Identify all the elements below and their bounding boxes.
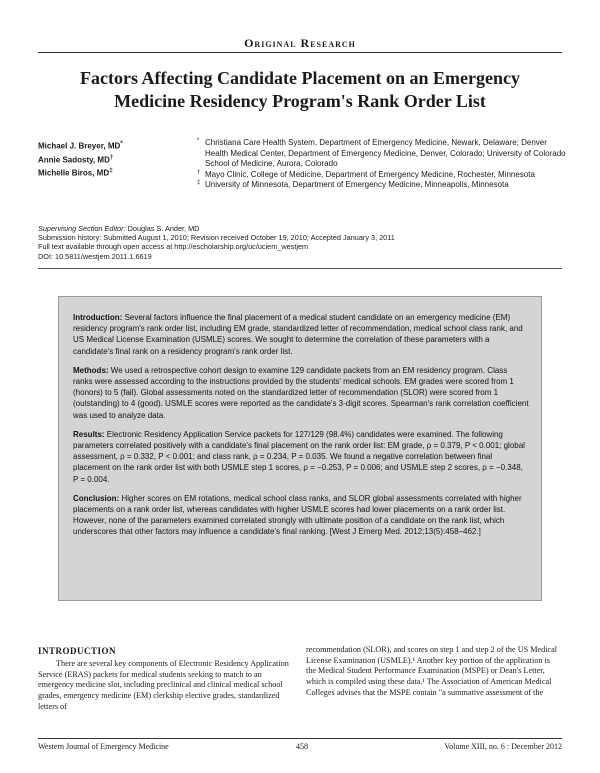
affiliation: † Mayo Clinic, College of Medicine, Department of Emergency Medicine, Rochester, Minnesota bbox=[197, 169, 535, 179]
body-column-left: There are several key components of Electronic Residency Application Service (ERAS) packets for medical students seeking to match to an emergency medicine slot, including preclinical and clinical medical school grades, emergency medicine (EM) clerkship elective grades, standardized letters of bbox=[38, 659, 289, 711]
author: Michael J. Breyer, MD* bbox=[38, 140, 123, 151]
author-list bbox=[38, 138, 193, 179]
article-meta bbox=[38, 224, 568, 261]
doi[interactable]: DOI: 10.5811/westjem.2011.1.6619 bbox=[38, 251, 152, 261]
full-text-link[interactable]: Full text available through open access at http://escholarship.org/uc/uciem_westjem bbox=[38, 242, 309, 252]
footer-issue: Volume XIII, no. 6 : December 2012 bbox=[444, 742, 562, 751]
author: Michelle Biros, MD‡ bbox=[38, 167, 113, 178]
footer-journal: Western Journal of Emergency Medicine bbox=[38, 742, 169, 751]
affiliation: ‡ University of Minnesota, Department of Emergency Medicine, Minneapolis, Minnesota bbox=[197, 180, 509, 190]
footer-rule bbox=[38, 738, 562, 739]
section-label: Original Research bbox=[244, 36, 356, 50]
header-rule bbox=[38, 52, 562, 53]
submission-history: Submission history: Submitted August 1, 2010; Revision received October 19, 2010; Accepted January 3, 2011 bbox=[38, 233, 395, 243]
abstract-results: Results: Electronic Residency Application Service packets for 127/129 (98.4%) candidates were examined. The following parameters correlated positively with a candidate's final placement on the rank order list: EM grade, ρ = 0.379, P < 0.001; global assessment, ρ = 0.332, P < 0.001; and class rank, ρ = 0.234, P = 0.035. We found a negative correlation between final placement on the rank order list with both USMLE step 1 scores, ρ = −0.253, P = 0.006; and USMLE step 2 scores, ρ = −0.348, P = 0.004. bbox=[73, 429, 525, 484]
article-title: Factors Affecting Candidate Placement on an Emergency Medicine Residency Program's Rank Order List bbox=[80, 68, 520, 111]
author: Annie Sadosty, MD† bbox=[38, 153, 114, 165]
affiliation: * Christiana Care Health System, Department of Emergency Medicine, Newark, Delaware; Denver Health Medical Center, Department of Emergency Medicine, Denver, Colorado; University of Colorado School of Medicine, Aurora, Colorado bbox=[197, 138, 566, 169]
body-column-right: recommendation (SLOR), and scores on step 1 and step 2 of the US Medical License Examination (USMLE).¹ Another key portion of the application is the Medical Student Performance Examination (MSPE) or Dean's Letter, which is compiled using these data.¹ The Association of American Medical Colleges advises that the MSPE contain "a summative assessment of the bbox=[306, 645, 558, 697]
affiliation-list bbox=[197, 138, 567, 191]
page-footer bbox=[38, 742, 562, 753]
abstract bbox=[73, 312, 529, 546]
section-heading-introduction: INTRODUCTION bbox=[38, 646, 117, 656]
abstract-conclusion: Conclusion: Higher scores on EM rotations, medical school class ranks, and SLOR global assessments correlated with higher placements on a rank order list, whereas candidates with higher USMLE scores had lower placements on a rank order list. However, none of the parameters examined correlated strongly with ultimate position of a candidate on the rank list, which underscores that other factors may influence a candidate's final ranking. [West J Emerg Med. 2012;13(5):458–462.] bbox=[73, 493, 522, 537]
section-editor: Supervising Section Editor: Douglas S. Ander, MD bbox=[38, 224, 200, 233]
abstract-introduction: Introduction: Several factors influence the final placement of a medical student candidate on an emergency medicine (EM) residency program's rank order list, including EM grade, standardized letter of recommendation, medical school class rank, and US Medical License Examination (USMLE) scores. We sought to determine the correlation of these parameters with a candidate's final rank on a residency program's rank order list. bbox=[73, 313, 523, 356]
abstract-methods: Methods: We used a retrospective cohort design to examine 129 candidate packets from an EM residency program. Class ranks were assessed according to the instructions provided by the students' medical schools. EM grades were scored from 1 (honors) to 5 (fail). Global assessments noted on the standardized letter of recommendation (SLOR) were scored from 1 (outstanding) to 4 (good). USMLE scores were reported as the candidate's 3-digit scores. Spearman's rank correlation coefficient was used to analyze data. bbox=[73, 365, 529, 420]
footer-page-number: 458 bbox=[296, 742, 308, 751]
meta-rule bbox=[38, 268, 562, 269]
